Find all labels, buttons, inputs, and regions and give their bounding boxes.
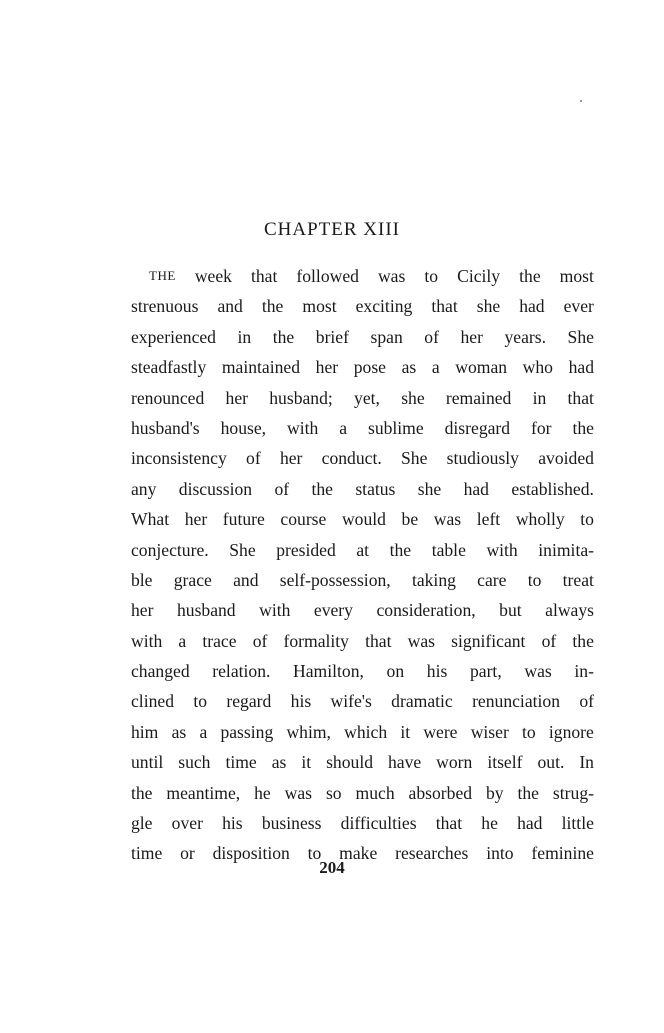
word: the bbox=[261, 296, 284, 317]
word: inimita- bbox=[538, 539, 594, 560]
word: was bbox=[377, 266, 406, 286]
word: but bbox=[499, 600, 522, 621]
word: in- bbox=[574, 661, 594, 682]
word: always bbox=[545, 600, 594, 621]
word: strenuous bbox=[131, 296, 199, 317]
word: consideration, bbox=[376, 600, 476, 621]
word: she bbox=[417, 478, 442, 499]
word: a bbox=[339, 417, 348, 438]
word: into bbox=[486, 843, 514, 864]
word: of bbox=[541, 630, 557, 651]
word: discussion bbox=[178, 478, 253, 499]
word: was bbox=[524, 661, 552, 682]
word: have bbox=[387, 752, 422, 773]
word: or bbox=[180, 843, 195, 864]
word: it bbox=[301, 752, 312, 773]
word: he bbox=[481, 813, 498, 834]
word: husband's bbox=[131, 417, 200, 438]
word: wife's bbox=[330, 691, 372, 712]
word: whim, bbox=[286, 721, 331, 742]
word: to bbox=[522, 721, 536, 742]
word: grace bbox=[173, 569, 212, 590]
word: status bbox=[355, 478, 396, 499]
word: significant bbox=[451, 630, 526, 651]
word: wholly bbox=[515, 509, 565, 530]
word: that bbox=[431, 296, 458, 317]
word: She bbox=[229, 539, 256, 560]
word: so bbox=[325, 782, 342, 803]
word: renunciation bbox=[472, 691, 560, 712]
word: studiously bbox=[446, 448, 519, 469]
word: to bbox=[527, 569, 542, 590]
word: the bbox=[311, 478, 333, 499]
word: future bbox=[222, 509, 265, 530]
word: changed bbox=[131, 661, 190, 682]
word: span bbox=[370, 326, 403, 347]
word: any bbox=[131, 478, 157, 499]
word: difficulties bbox=[340, 813, 417, 834]
word: renounced bbox=[131, 387, 205, 408]
word: regard bbox=[226, 691, 272, 712]
word: passing bbox=[220, 721, 274, 742]
word: it bbox=[400, 721, 411, 742]
word: with bbox=[486, 539, 518, 560]
word: woman bbox=[455, 357, 508, 378]
word: house, bbox=[220, 417, 267, 438]
word: had bbox=[517, 813, 543, 834]
word: researches bbox=[395, 843, 469, 864]
text-line bbox=[131, 413, 594, 443]
word: meantime, bbox=[166, 782, 241, 803]
word: trace bbox=[202, 630, 237, 651]
word: table bbox=[431, 539, 466, 560]
word: brief bbox=[315, 326, 349, 347]
word: she bbox=[476, 296, 501, 317]
word: inconsistency bbox=[131, 448, 227, 469]
word: itself bbox=[487, 752, 523, 773]
word: dramatic bbox=[391, 691, 453, 712]
text-line bbox=[131, 747, 594, 777]
word: had bbox=[463, 478, 489, 499]
text-line bbox=[131, 626, 594, 656]
word: exciting bbox=[355, 296, 413, 317]
word: disposition bbox=[212, 843, 290, 864]
text-line bbox=[131, 686, 594, 716]
word: should bbox=[326, 752, 374, 773]
word: taking bbox=[411, 569, 456, 590]
word: her bbox=[315, 357, 339, 378]
word: remained bbox=[445, 387, 512, 408]
word: such bbox=[178, 752, 211, 773]
word: every bbox=[313, 600, 353, 621]
word: her bbox=[131, 600, 154, 621]
word: out. bbox=[537, 752, 565, 773]
word: had bbox=[568, 357, 594, 378]
word: be bbox=[401, 509, 419, 530]
word: wiser bbox=[470, 721, 509, 742]
word: gle bbox=[131, 813, 153, 834]
word: which bbox=[344, 721, 388, 742]
word: most bbox=[302, 296, 337, 317]
word: were bbox=[423, 721, 458, 742]
word: with bbox=[259, 600, 291, 621]
text-line bbox=[131, 595, 594, 625]
text-line bbox=[131, 291, 594, 321]
word: of bbox=[579, 691, 594, 712]
word: her bbox=[184, 509, 208, 530]
page-speck bbox=[580, 100, 582, 102]
word: to bbox=[580, 509, 594, 530]
word: the bbox=[572, 630, 594, 651]
text-line bbox=[131, 504, 594, 534]
word: strug- bbox=[552, 782, 594, 803]
word: to bbox=[424, 266, 439, 286]
text-line bbox=[131, 656, 594, 686]
word: avoided bbox=[538, 448, 594, 469]
word: conduct. bbox=[321, 448, 382, 469]
text-line bbox=[131, 778, 594, 808]
word: experienced bbox=[131, 326, 216, 347]
text-line bbox=[131, 261, 594, 291]
word: yet, bbox=[354, 387, 380, 408]
word: What bbox=[131, 509, 170, 530]
word: Hamilton, bbox=[293, 661, 364, 682]
word: absorbed bbox=[408, 782, 473, 803]
word: In bbox=[579, 752, 594, 773]
word: the bbox=[272, 326, 295, 347]
word: the bbox=[519, 266, 541, 286]
word: that bbox=[250, 266, 278, 286]
word: was bbox=[407, 630, 436, 651]
word: maintained bbox=[221, 357, 301, 378]
word: at bbox=[356, 539, 370, 560]
word: his bbox=[426, 661, 448, 682]
word: left bbox=[476, 509, 501, 530]
word: a bbox=[178, 630, 187, 651]
word: She bbox=[567, 326, 594, 347]
word: little bbox=[561, 813, 594, 834]
word: care bbox=[477, 569, 507, 590]
text-line bbox=[131, 535, 594, 565]
word: of bbox=[246, 448, 261, 469]
word: her bbox=[225, 387, 248, 408]
word: time bbox=[131, 843, 163, 864]
word: sublime bbox=[367, 417, 424, 438]
word: to bbox=[193, 691, 208, 712]
word: of bbox=[274, 478, 290, 499]
word: her bbox=[279, 448, 303, 469]
word: time bbox=[225, 752, 257, 773]
word: his bbox=[222, 813, 243, 834]
word: years. bbox=[504, 326, 547, 347]
word: disregard bbox=[444, 417, 511, 438]
word: feminine bbox=[531, 843, 594, 864]
word: as bbox=[401, 357, 417, 378]
word: that bbox=[567, 387, 594, 408]
word: relation. bbox=[212, 661, 271, 682]
word: of bbox=[252, 630, 268, 651]
word: to bbox=[307, 843, 322, 864]
word: he bbox=[254, 782, 271, 803]
word: business bbox=[261, 813, 322, 834]
word: with bbox=[131, 630, 163, 651]
word: followed bbox=[296, 266, 359, 286]
word: for bbox=[531, 417, 552, 438]
word: most bbox=[559, 266, 594, 286]
word: formality bbox=[283, 630, 349, 651]
word: and bbox=[233, 569, 259, 590]
word: presided bbox=[276, 539, 336, 560]
word: she bbox=[401, 387, 425, 408]
word: course bbox=[280, 509, 327, 530]
word: steadfastly bbox=[131, 357, 207, 378]
chapter-title: CHAPTER XIII bbox=[263, 219, 401, 240]
text-line bbox=[131, 474, 594, 504]
text-line bbox=[131, 717, 594, 747]
word: the bbox=[572, 417, 594, 438]
word: by bbox=[485, 782, 504, 803]
word: husband bbox=[176, 600, 236, 621]
word: as bbox=[271, 752, 287, 773]
word: clined bbox=[131, 691, 174, 712]
word: a bbox=[199, 721, 208, 742]
word: in bbox=[237, 326, 252, 347]
word: on bbox=[386, 661, 405, 682]
text-line bbox=[131, 322, 594, 352]
word: ever bbox=[563, 296, 594, 317]
text-line bbox=[131, 352, 594, 382]
word: that bbox=[365, 630, 392, 651]
word: husband; bbox=[269, 387, 333, 408]
word: her bbox=[460, 326, 483, 347]
word: ble bbox=[131, 569, 153, 590]
word: over bbox=[171, 813, 203, 834]
word: was bbox=[284, 782, 313, 803]
word: the bbox=[517, 782, 539, 803]
word: treat bbox=[562, 569, 594, 590]
word: of bbox=[424, 326, 439, 347]
word: established. bbox=[511, 478, 594, 499]
word: the bbox=[389, 539, 412, 560]
text-line bbox=[131, 383, 594, 413]
word: with bbox=[287, 417, 319, 438]
body-text bbox=[131, 261, 594, 869]
opening-smallcaps: THE bbox=[149, 268, 176, 283]
word: worn bbox=[436, 752, 473, 773]
word: had bbox=[519, 296, 545, 317]
word: that bbox=[435, 813, 463, 834]
word: a bbox=[431, 357, 440, 378]
word: the bbox=[131, 782, 153, 803]
text-line bbox=[131, 565, 594, 595]
word: would bbox=[341, 509, 386, 530]
word: him bbox=[131, 721, 159, 742]
word: as bbox=[171, 721, 187, 742]
word: week bbox=[194, 266, 232, 286]
word: in bbox=[532, 387, 547, 408]
word: and bbox=[217, 296, 243, 317]
word: part, bbox=[469, 661, 502, 682]
word: conjecture. bbox=[131, 539, 209, 560]
word: much bbox=[355, 782, 395, 803]
word: until bbox=[131, 752, 164, 773]
word: his bbox=[290, 691, 312, 712]
word: was bbox=[433, 509, 462, 530]
word: ignore bbox=[548, 721, 594, 742]
word: Cicily bbox=[457, 266, 501, 286]
text-line bbox=[131, 443, 594, 473]
word: self-possession, bbox=[279, 569, 391, 590]
page-number: 204 bbox=[319, 858, 345, 877]
word: pose bbox=[353, 357, 386, 378]
word: She bbox=[401, 448, 428, 469]
word: make bbox=[339, 843, 378, 864]
word: who bbox=[522, 357, 553, 378]
text-line bbox=[131, 808, 594, 838]
